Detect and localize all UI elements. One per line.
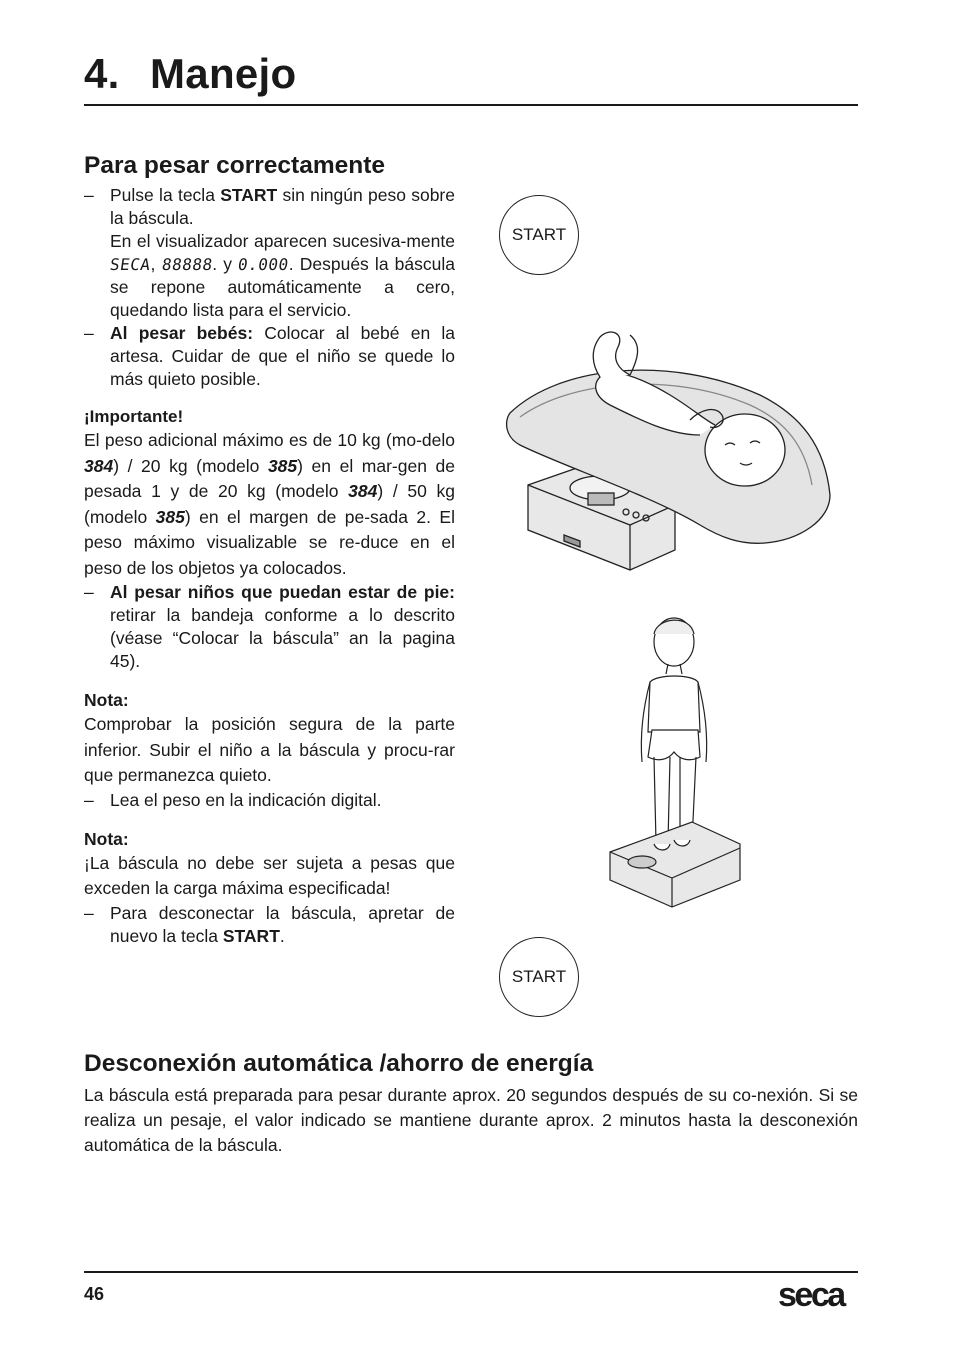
text: El peso adicional máximo es de 10 kg (mo-delo: [84, 430, 455, 450]
dash: –: [84, 789, 94, 810]
start-button-label: START: [511, 967, 567, 986]
text: ) / 50 kg (modelo: [84, 481, 455, 527]
list-item: [84, 322, 455, 391]
text: En el visualizador aparecen sucesiva-mente: [110, 231, 455, 251]
baby-scale-illustration: [500, 325, 840, 575]
auto-off-paragraph: La báscula está preparada para pesar durante aprox. 20 segundos después de su co-nexión. Si se realiza un pesaje, el valor indicado se mantiene durante aprox. 2 minutos hasta la desconexión automática de la báscula.: [84, 1085, 858, 1155]
text: Pulse la tecla: [110, 185, 221, 205]
list-item: [84, 184, 455, 230]
bold-label: Al pesar bebés:: [110, 323, 254, 343]
important-label: ¡Importante!: [84, 407, 184, 426]
display-segment-zero: 0.000: [236, 255, 291, 274]
text: .: [279, 925, 285, 946]
text: retirar la bandeja conforme a lo descrito (véase “Colocar la báscula” an la pagina 45).: [110, 605, 455, 671]
text: ) en el margen de pe-sada 2. El peso máximo visualizable se re-duce en el peso de los objetos ya colocados.: [84, 506, 455, 578]
chapter-number: 4.: [84, 50, 120, 97]
note-text: ¡La báscula no debe ser sujeta a pesas que exceden la carga máxima especificada!: [84, 852, 455, 898]
text: sin ningún peso sobre la báscula.: [110, 185, 455, 228]
text: Colocar al bebé en la artesa. Cuidar de que el niño se quede lo más quieto posible.: [110, 323, 456, 389]
text: Lea el peso en la indicación digital.: [110, 789, 382, 810]
dash: –: [84, 185, 94, 205]
dash: –: [84, 582, 94, 602]
important-text: [84, 428, 455, 581]
model-number: 384: [84, 455, 114, 476]
standing-child-illustration: [602, 612, 742, 912]
instructions-column: [84, 184, 455, 948]
text: Para desconectar la báscula, apretar de nuevo la tecla: [110, 902, 455, 946]
chapter-heading: [84, 50, 296, 98]
model-number: 385: [267, 455, 298, 476]
start-key-label: START: [222, 925, 280, 946]
text: ) / 20 kg (modelo: [113, 455, 268, 476]
text: ,: [150, 254, 162, 274]
list-item: [84, 789, 455, 812]
top-rule: [84, 104, 858, 106]
list-item: [84, 902, 455, 948]
display-segment-test: 88888: [160, 255, 214, 274]
dash: –: [84, 323, 94, 343]
bold-label: Al pesar niños que puedan estar de pie:: [110, 582, 455, 602]
start-button-illustration: [499, 937, 579, 1017]
note-label: Nota:: [84, 690, 129, 710]
chapter-title: Manejo: [150, 50, 297, 97]
text: . Después la báscula se repone automáticamente a cero, quedando lista para el servicio.: [110, 254, 455, 320]
model-number: 384: [348, 481, 378, 501]
model-number: 385: [155, 506, 185, 527]
bottom-rule: [84, 1271, 858, 1273]
brand-logo: seca: [778, 1276, 844, 1314]
start-button-label: START: [511, 225, 567, 244]
text: . y: [212, 254, 239, 274]
start-key-label: START: [220, 185, 278, 205]
display-segment-seca: SECA: [108, 255, 152, 274]
page-number: 46: [84, 1284, 105, 1304]
note-text: Comprobar la posición segura de la parte inferior. Subir el niño a la báscula y procu-rar que permanezca quieto.: [84, 714, 455, 785]
section-heading-weighing: Para pesar correctamente: [84, 152, 385, 179]
start-button-illustration: [499, 195, 579, 275]
list-item: [84, 581, 455, 673]
section-heading-auto-off: Desconexión automática /ahorro de energía: [84, 1050, 594, 1077]
note-label: Nota:: [84, 828, 129, 849]
dash: –: [84, 902, 94, 923]
text: ) en el mar-gen de pesada 1 y de 20 kg (modelo: [84, 455, 456, 501]
list-item-continuation: [84, 230, 455, 322]
